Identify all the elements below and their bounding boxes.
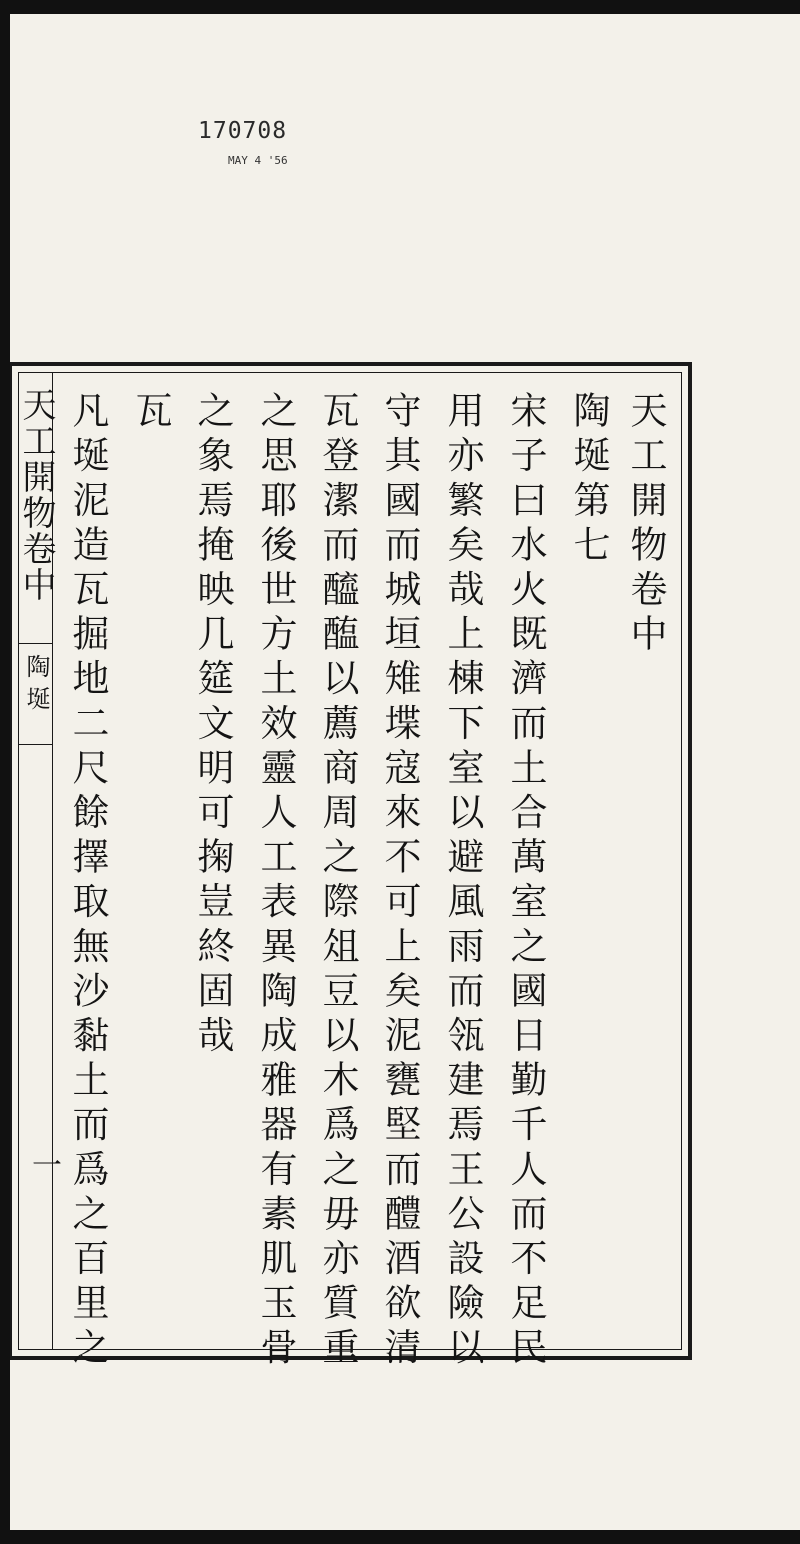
text-column: 瓦 xyxy=(129,391,172,436)
margin-section-box xyxy=(19,643,52,745)
text-column: 凡埏泥造瓦掘地二尺餘擇取無沙黏土而爲之百里之 xyxy=(66,391,109,1373)
text-column: 之思耶後世方土效靈人工表異陶成雅器有素肌玉骨 xyxy=(254,391,297,1373)
text-column: 之象焉掩映几筵文明可掬豈終固哉 xyxy=(191,391,234,1060)
text-column: 用亦繁矣哉上棟下室以避風雨而瓴建焉王公設險以 xyxy=(441,391,484,1373)
text-column: 天工開物卷中 xyxy=(624,391,667,659)
margin-book-title: 天工開物卷中 xyxy=(16,387,56,603)
margin-column xyxy=(16,373,61,1349)
accession-number-stamp: 170708 xyxy=(198,118,288,144)
margin-section-title: 陶埏 xyxy=(22,654,50,718)
text-column: 瓦登潔而醯醢以薦商周之際俎豆以木爲之毋亦質重 xyxy=(316,391,359,1373)
text-column: 守其國而城垣雉堞寇來不可上矣泥甕堅而醴酒欲清 xyxy=(378,391,421,1373)
book-page xyxy=(10,14,800,1530)
margin-page-number: 一 xyxy=(26,1149,61,1179)
text-column: 陶埏第七 xyxy=(567,391,610,570)
text-column: 宋子曰水火既濟而土合萬室之國日勤千人而不足民 xyxy=(504,391,547,1373)
text-frame xyxy=(10,362,692,1373)
accession-date-stamp: MAY 4 '56 xyxy=(228,154,288,167)
text-frame-inner xyxy=(16,372,682,1373)
